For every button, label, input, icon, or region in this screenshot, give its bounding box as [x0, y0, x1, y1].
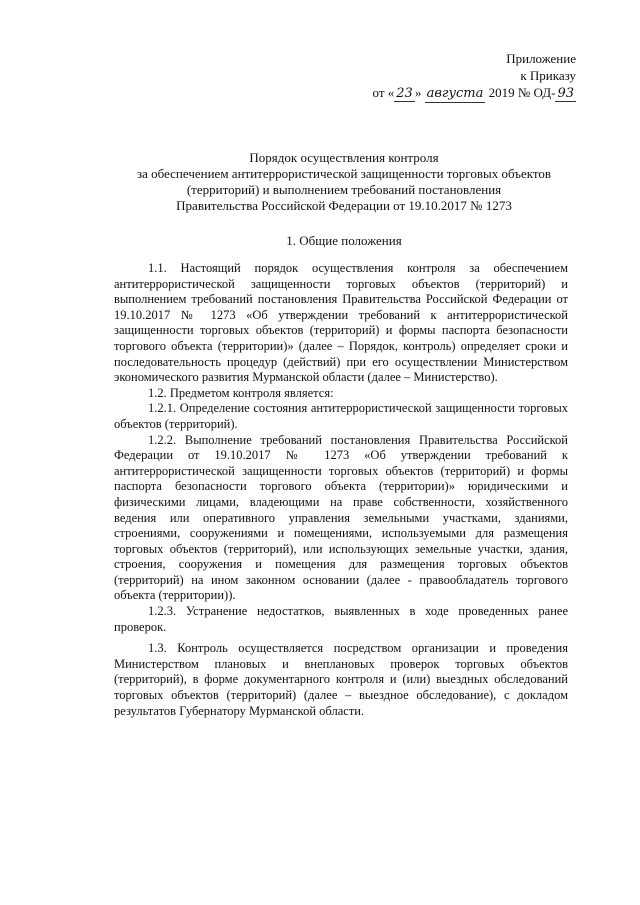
title-line-1: Порядок осуществления контроля: [249, 150, 439, 165]
date-prefix: от «: [372, 85, 395, 100]
order-date-line: [373, 84, 577, 103]
handwritten-month: августа: [426, 86, 484, 101]
handwritten-day: 23: [396, 86, 413, 101]
paragraph-1-2: 1.2. Предметом контроля является:: [148, 385, 334, 400]
document-body: [114, 261, 568, 719]
appendix-header: [373, 50, 577, 103]
paragraph-1-2-3: 1.2.3. Устранение недостатков, выявленных в ходе проведенных ранее проверок.: [114, 604, 568, 634]
title-line-4: Правительства Российской Федерации от 19.10.2017 № 1273: [176, 198, 512, 213]
paragraph-1-2-2: 1.2.2. Выполнение требований постановления Правительства Российской Федерации от 19.10.2017 № 1273 «Об утверждении требований к антитеррористической защищенности торговых объектов (территорий) и формы паспорта безопасности торгового объекта (территории)» юридическими и физическими лицами, владеющими на праве собственности, хозяйственного ведения или оперативного управления земельными участками, зданиями, строениями, сооружениями и помещениями, используемыми для размещения торговых объектов (территорий), или использующих земельные участки, здания, строения, сооружения и помещения для размещения торговых объектов (территорий) на ином законном основании (далее - правообладатель торгового объекта (территории)).: [114, 432, 568, 603]
date-mid: »: [414, 85, 422, 100]
paragraph-1-3: 1.3. Контроль осуществляется посредством организации и проведения Министерством плановых и внеплановых проверок торговых объектов (территорий), в форме документарного контроля и (или) выездных обследований торговых объектов (территорий) (далее – выездное обследование), с докладом результатов Губернатору Мурманской области.: [114, 641, 568, 718]
order-reference-label: к Приказу: [520, 68, 576, 83]
title-line-2: за обеспечением антитеррористической защищенности торговых объектов: [136, 166, 552, 181]
section-heading: 1. Общие положения: [286, 233, 402, 248]
paragraph-1-2-1: 1.2.1. Определение состояния антитеррористической защищенности торговых объектов (территорий).: [114, 401, 568, 431]
paragraph-1-1: 1.1. Настоящий порядок осуществления контроля за обеспечением антитеррористической защищенности торговых объектов (территорий) и выполнением требований постановления Правительства Российской Федерации от 19.10.2017 № 1273 «Об утверждении требований к антитеррористической защищенности торговых объектов (территорий) и формы паспорта безопасности торгового объекта (территории)» (далее – Порядок, контроль) определяет сроки и последовательность процедур (действий) при его осуществлении Министерством экономического развития Мурманской области (далее – Министерство).: [114, 261, 568, 385]
handwritten-order-number: 93: [557, 86, 574, 101]
title-line-3: (территорий) и выполнением требований постановления: [186, 182, 502, 197]
document-title: [84, 150, 604, 214]
appendix-label: Приложение: [506, 51, 576, 66]
order-year-number: 2019 № ОД-: [488, 85, 556, 100]
